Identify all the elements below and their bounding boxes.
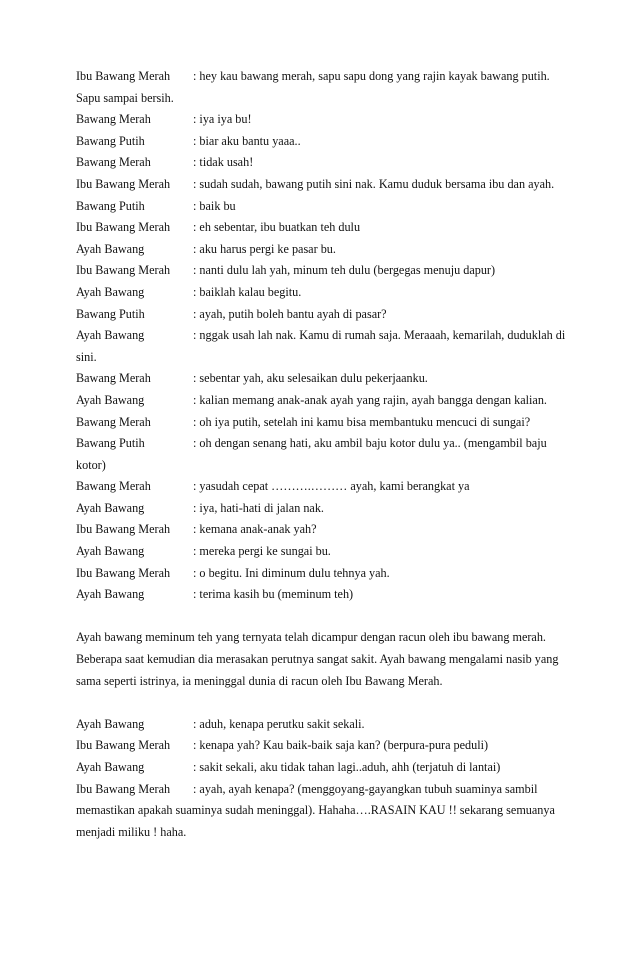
speaker-name: Bawang Putih [76,198,145,213]
dialogue-line: : kalian memang anak-anak ayah yang rajin, ayah bangga dengan kalian. [193,392,547,407]
narration-paragraph: Ayah bawang meminum teh yang ternyata telah dicampur dengan racun oleh ibu bawang merah. Beberapa saat kemudian dia merasakan perutnya sangat sakit. Ayah bawang mengalami nasib yang sama seperti istrinya, ia meninggal dunia di racun oleh Ibu Bawang Merah. [76,630,559,688]
speaker-name: Ibu Bawang Merah [76,263,171,278]
dialogue-line: : biar aku bantu yaaa.. [193,133,301,148]
speaker-name: Ayah Bawang [76,500,145,515]
dialogue-line: : tidak usah! [193,155,254,170]
dialogue-line: : o begitu. Ini diminum dulu tehnya yah. [193,565,390,580]
speaker-name: Ibu Bawang Merah [76,781,171,796]
speaker-name: Ayah Bawang [76,328,145,343]
dialogue-row [76,476,566,498]
speaker-name: Bawang Merah [76,155,151,170]
speaker-name: Bawang Putih [76,436,145,451]
dialogue-row [76,584,566,606]
dialogue-row [76,325,566,368]
dialogue-row [76,779,566,844]
document-page [76,66,566,843]
dialogue-row [76,519,566,541]
dialogue-line: : sebentar yah, aku selesaikan dulu pekerjaanku. [193,371,428,386]
dialogue-row [76,304,566,326]
dialogue-row [76,282,566,304]
blank-line [76,606,566,628]
dialogue-line: : baik bu [193,198,236,213]
dialogue-row [76,66,566,109]
dialogue-row [76,131,566,153]
dialogue-row [76,109,566,131]
speaker-name: Bawang Putih [76,133,145,148]
dialogue-line: : sudah sudah, bawang putih sini nak. Kamu duduk bersama ibu dan ayah. [193,176,555,191]
dialogue-row [76,152,566,174]
dialogue-row [76,714,566,736]
dialogue-line: : oh dengan senang hati, aku ambil baju kotor dulu ya.. (mengambil baju kotor) [76,436,547,472]
dialogue-section-2 [76,714,566,844]
speaker-name: Ayah Bawang [76,544,145,559]
speaker-name: Bawang Merah [76,479,151,494]
dialogue-row [76,412,566,434]
speaker-name: Ayah Bawang [76,241,145,256]
dialogue-line: : ayah, putih boleh bantu ayah di pasar? [193,306,387,321]
dialogue-line: : kemana anak-anak yah? [193,522,317,537]
dialogue-row [76,735,566,757]
dialogue-line: : aduh, kenapa perutku sakit sekali. [193,716,365,731]
dialogue-row [76,433,566,476]
dialogue-line: : oh iya putih, setelah ini kamu bisa membantuku mencuci di sungai? [193,414,531,429]
dialogue-line: : iya, hati-hati di jalan nak. [193,500,324,515]
speaker-name: Ibu Bawang Merah [76,565,171,580]
dialogue-line: : iya iya bu! [193,112,252,127]
blank-line [76,692,566,714]
dialogue-line: : yasudah cepat ……….……… ayah, kami berangkat ya [193,479,470,494]
speaker-name: Ayah Bawang [76,284,145,299]
speaker-name: Ibu Bawang Merah [76,220,171,235]
speaker-name: Bawang Merah [76,371,151,386]
dialogue-row [76,260,566,282]
speaker-name: Ibu Bawang Merah [76,176,171,191]
dialogue-row [76,217,566,239]
dialogue-row [76,390,566,412]
dialogue-row [76,757,566,779]
speaker-name: Bawang Merah [76,112,151,127]
speaker-name: Bawang Merah [76,414,151,429]
dialogue-row [76,498,566,520]
dialogue-row [76,196,566,218]
dialogue-line: : terima kasih bu (meminum teh) [193,587,354,602]
dialogue-line: : nggak usah lah nak. Kamu di rumah saja. Meraaah, kemarilah, duduklah di sini. [76,328,566,364]
dialogue-row [76,174,566,196]
dialogue-row [76,563,566,585]
speaker-name: Ibu Bawang Merah [76,522,171,537]
dialogue-line: : aku harus pergi ke pasar bu. [193,241,336,256]
dialogue-line: : hey kau bawang merah, sapu sapu dong yang rajin kayak bawang putih. Sapu sampai bersih. [76,69,550,105]
speaker-name: Ibu Bawang Merah [76,738,171,753]
speaker-name: Ayah Bawang [76,716,145,731]
dialogue-line: : kenapa yah? Kau baik-baik saja kan? (berpura-pura peduli) [193,738,489,753]
speaker-name: Ibu Bawang Merah [76,69,171,83]
speaker-name: Ayah Bawang [76,760,145,774]
dialogue-row [76,541,566,563]
dialogue-line: : eh sebentar, ibu buatkan teh dulu [193,220,361,235]
dialogue-line: : baiklah kalau begitu. [193,284,302,299]
dialogue-line: : ayah, ayah kenapa? (menggoyang-gayangkan tubuh suaminya sambil memastikan apakah suaminya sudah meninggal). Hahaha….RASAIN KAU !! sekarang semuanya menjadi miliku ! haha. [76,781,555,839]
dialogue-section-1 [76,66,566,606]
dialogue-line: : nanti dulu lah yah, minum teh dulu (bergegas menuju dapur) [193,263,496,278]
speaker-name: Ayah Bawang [76,587,145,602]
speaker-name: Ayah Bawang [76,392,145,407]
speaker-name: Bawang Putih [76,306,145,321]
dialogue-line: : sakit sekali, aku tidak tahan lagi..aduh, ahh (terjatuh di lantai) [193,760,501,774]
dialogue-row [76,239,566,261]
dialogue-line: : mereka pergi ke sungai bu. [193,544,331,559]
dialogue-row [76,368,566,390]
